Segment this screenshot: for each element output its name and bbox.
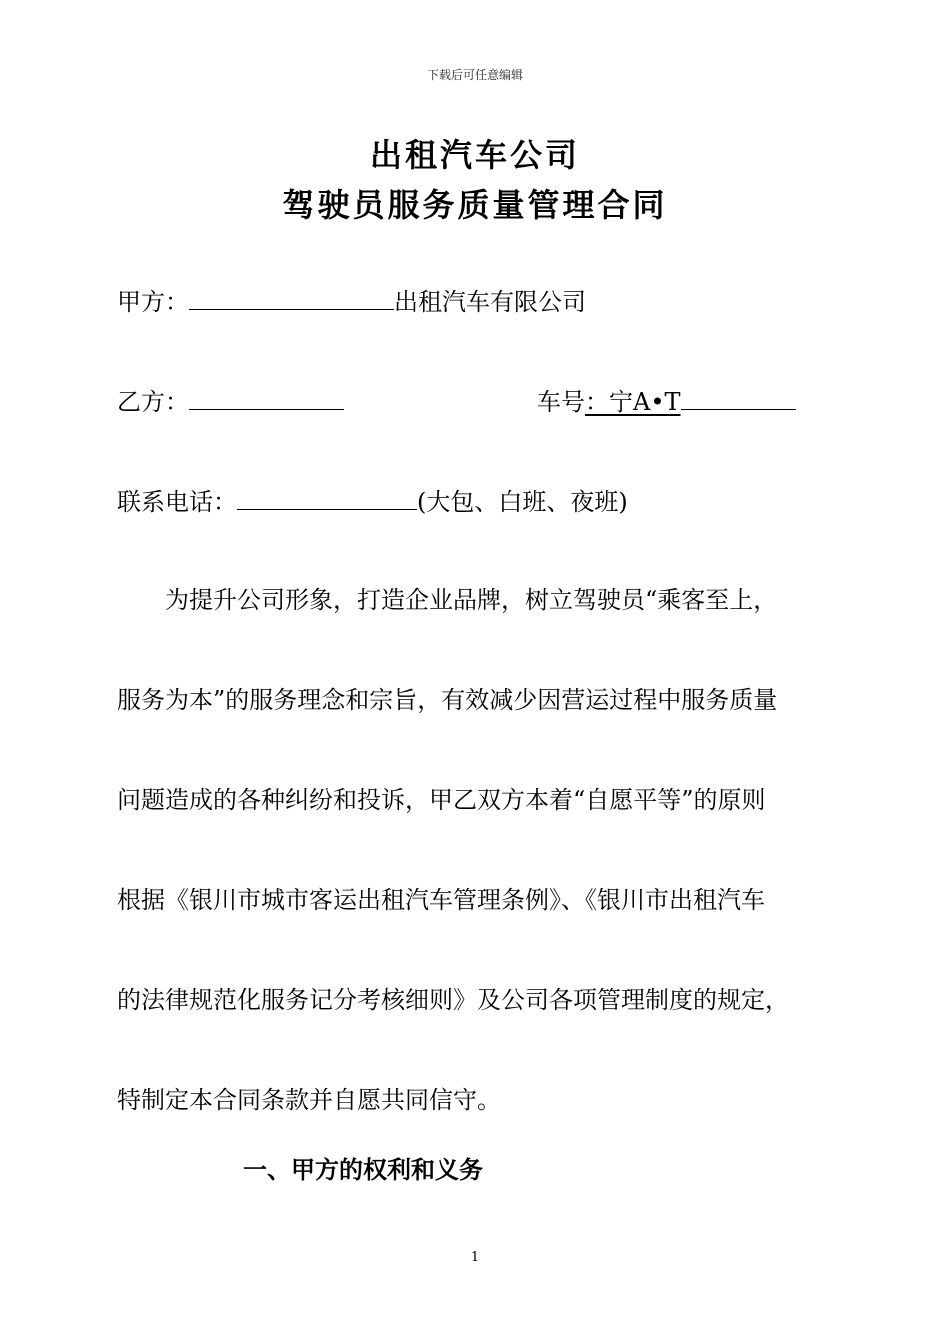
car-number-row — [537, 385, 796, 417]
page-header-note: 下载后可任意编辑 — [426, 68, 523, 82]
car-number-value: ：宁A•T — [585, 388, 681, 416]
intro-line: 的法律规范化服务记分考核细则》及公司各项管理制度的规定， — [117, 986, 789, 1014]
car-number-blank — [681, 385, 796, 410]
contact-label: 联系电话： — [117, 488, 237, 516]
contact-blank — [237, 485, 417, 510]
party-a-value: 出租汽车有限公司 — [394, 288, 586, 316]
intro-line: 根据《银川市城市客运出租汽车管理条例》、《银川市出租汽车 — [117, 886, 765, 914]
party-a-row — [117, 285, 586, 317]
party-b-row — [117, 385, 344, 417]
car-number-label: 车号 — [537, 388, 585, 416]
page-number: 1 — [470, 1250, 480, 1265]
intro-line: 服务为本”的服务理念和宗旨，有效减少因营运过程中服务质量 — [117, 686, 778, 714]
intro-line: 特制定本合同条款并自愿共同信守。 — [117, 1086, 501, 1114]
contact-row — [117, 485, 628, 517]
party-a-label: 甲方： — [117, 288, 189, 316]
shift-note: (大包、白班、夜班) — [417, 488, 628, 516]
intro-line: 问题造成的各种纠纷和投诉，甲乙双方本着“自愿平等”的原则 — [117, 786, 766, 814]
intro-line: 为提升公司形象，打造企业品牌，树立驾驶员“乘客至上， — [117, 586, 778, 614]
document-title-line2: 驾驶员服务质量管理合同 — [282, 186, 668, 224]
party-a-blank — [189, 285, 394, 310]
party-b-label: 乙方： — [117, 388, 189, 416]
section-heading: 一、甲方的权利和义务 — [243, 1156, 483, 1184]
document-title-line1: 出租汽车公司 — [369, 136, 580, 174]
party-b-blank — [189, 385, 344, 410]
